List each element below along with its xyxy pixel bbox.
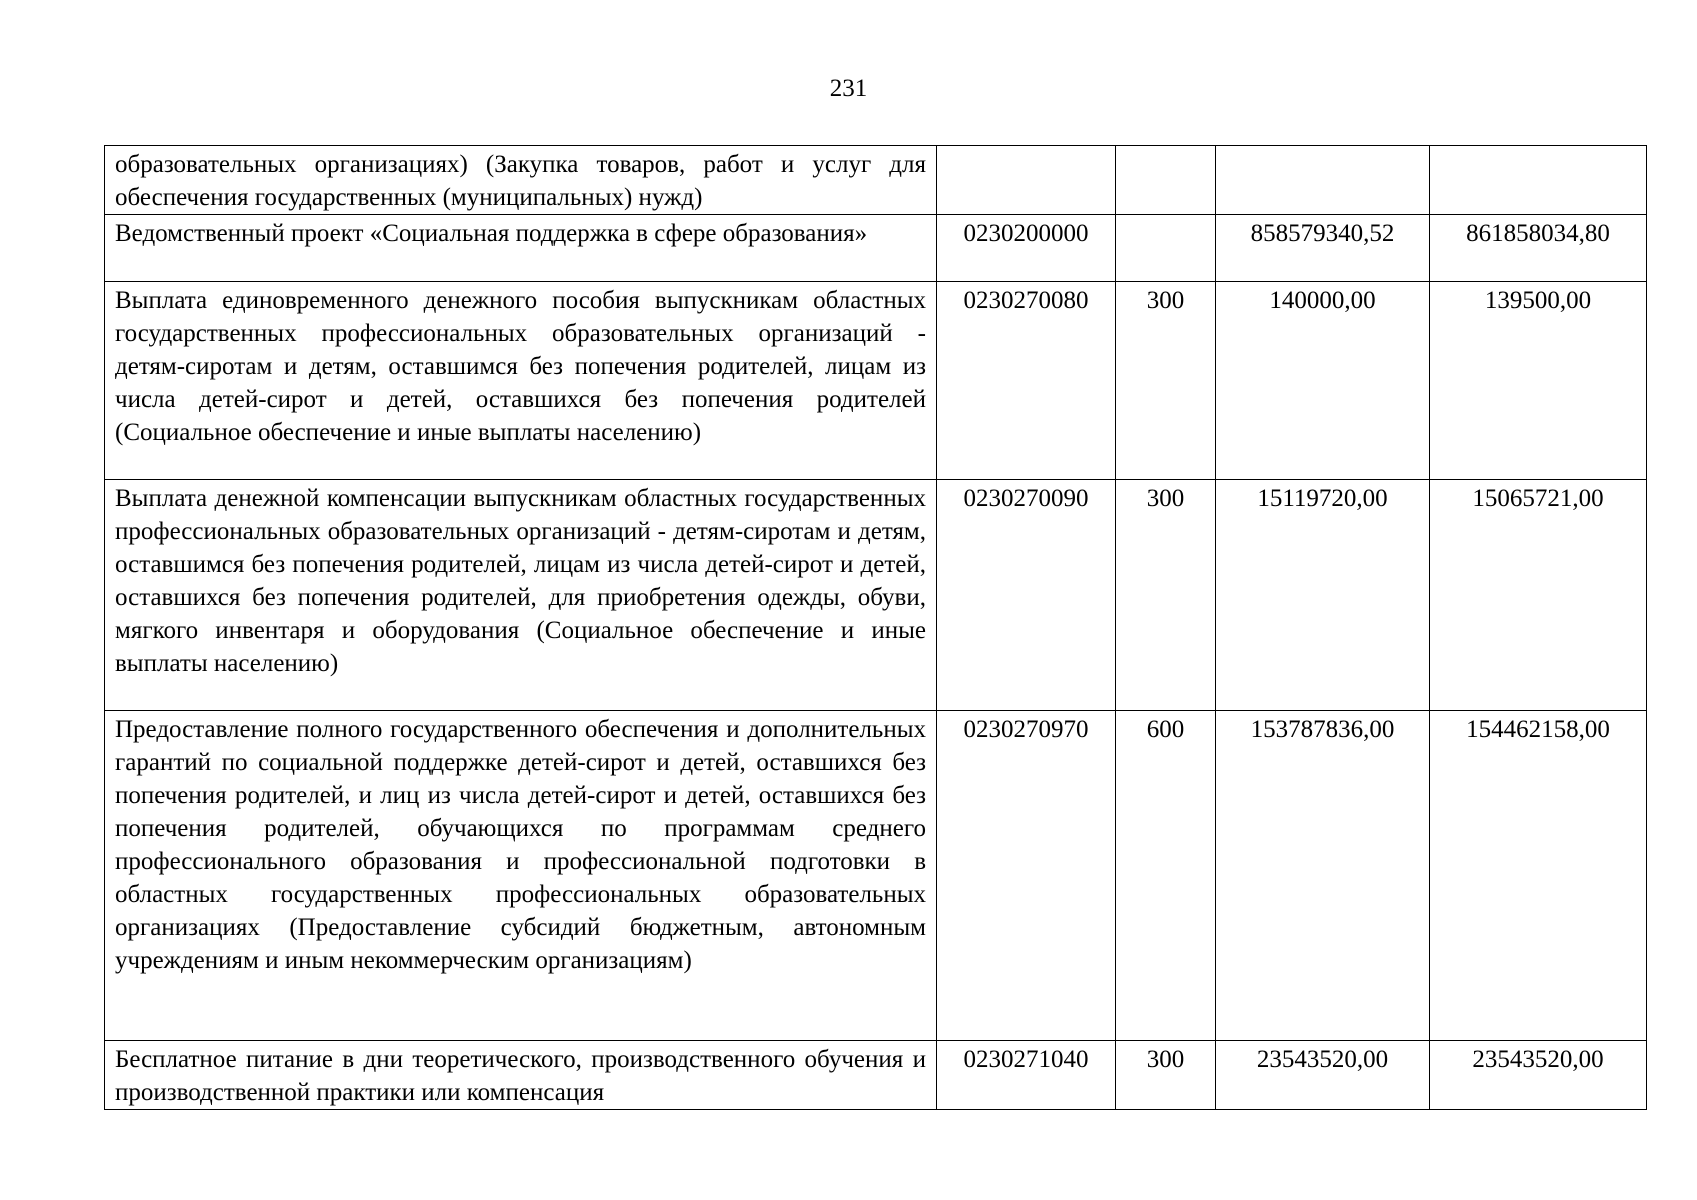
page-number: 231 <box>829 75 868 102</box>
row-expense-kind: 300 <box>1116 282 1216 480</box>
row-amount-first: 153787836,00 <box>1216 711 1430 1041</box>
row-expense-kind <box>1116 215 1216 282</box>
row-target-code: 0230270090 <box>937 480 1116 711</box>
budget-table <box>104 145 1647 1110</box>
row-target-code: 0230271040 <box>937 1041 1116 1110</box>
row-amount-second <box>1430 146 1647 215</box>
row-description: Бесплатное питание в дни теоретического, производственного обучения и производственной практики или компенсация <box>105 1041 937 1110</box>
row-amount-second: 861858034,80 <box>1430 215 1647 282</box>
row-expense-kind: 600 <box>1116 711 1216 1041</box>
row-amount-second: 15065721,00 <box>1430 480 1647 711</box>
table-row <box>105 215 1647 282</box>
row-description: Выплата единовременного денежного пособия выпускникам областных государственных профессиональных образовательных организаций - детям-сиротам и детям, оставшимся без попечения родителей, лицам из числа детей-сирот и детей, оставшихся без попечения родителей (Социальное обеспечение и иные выплаты населению) <box>105 282 937 480</box>
table-row <box>105 282 1647 480</box>
row-amount-first: 23543520,00 <box>1216 1041 1430 1110</box>
row-target-code <box>937 146 1116 215</box>
row-target-code: 0230270970 <box>937 711 1116 1041</box>
row-expense-kind <box>1116 146 1216 215</box>
row-expense-kind: 300 <box>1116 480 1216 711</box>
table-row <box>105 480 1647 711</box>
row-target-code: 0230270080 <box>937 282 1116 480</box>
row-amount-second: 23543520,00 <box>1430 1041 1647 1110</box>
row-amount-first: 15119720,00 <box>1216 480 1430 711</box>
row-target-code: 0230200000 <box>937 215 1116 282</box>
table-row <box>105 146 1647 215</box>
row-description: Ведомственный проект «Социальная поддержка в сфере образования» <box>105 215 937 282</box>
row-expense-kind: 300 <box>1116 1041 1216 1110</box>
row-description: образовательных организациях) (Закупка товаров, работ и услуг для обеспечения государственных (муниципальных) нужд) <box>105 146 937 215</box>
row-amount-first <box>1216 146 1430 215</box>
row-description: Выплата денежной компенсации выпускникам областных государственных профессиональных образовательных организаций - детям-сиротам и детям, оставшимся без попечения родителей, лицам из числа детей-сирот и детей, оставшихся без попечения родителей, для приобретения одежды, обуви, мягкого инвентаря и оборудования (Социальное обеспечение и иные выплаты населению) <box>105 480 937 711</box>
table-row <box>105 711 1647 1041</box>
row-amount-first: 858579340,52 <box>1216 215 1430 282</box>
row-amount-second: 139500,00 <box>1430 282 1647 480</box>
table-row <box>105 1041 1647 1110</box>
row-amount-first: 140000,00 <box>1216 282 1430 480</box>
row-amount-second: 154462158,00 <box>1430 711 1647 1041</box>
row-description: Предоставление полного государственного обеспечения и дополнительных гарантий по социальной поддержке детей-сирот и детей, оставшихся без попечения родителей, и лиц из числа детей-сирот и детей, оставшихся без попечения родителей, обучающихся по программам среднего профессионального образования и профессиональной подготовки в областных государственных профессиональных образовательных организациях (Предоставление субсидий бюджетным, автономным учреждениям и иным некоммерческим организациям) <box>105 711 937 1041</box>
